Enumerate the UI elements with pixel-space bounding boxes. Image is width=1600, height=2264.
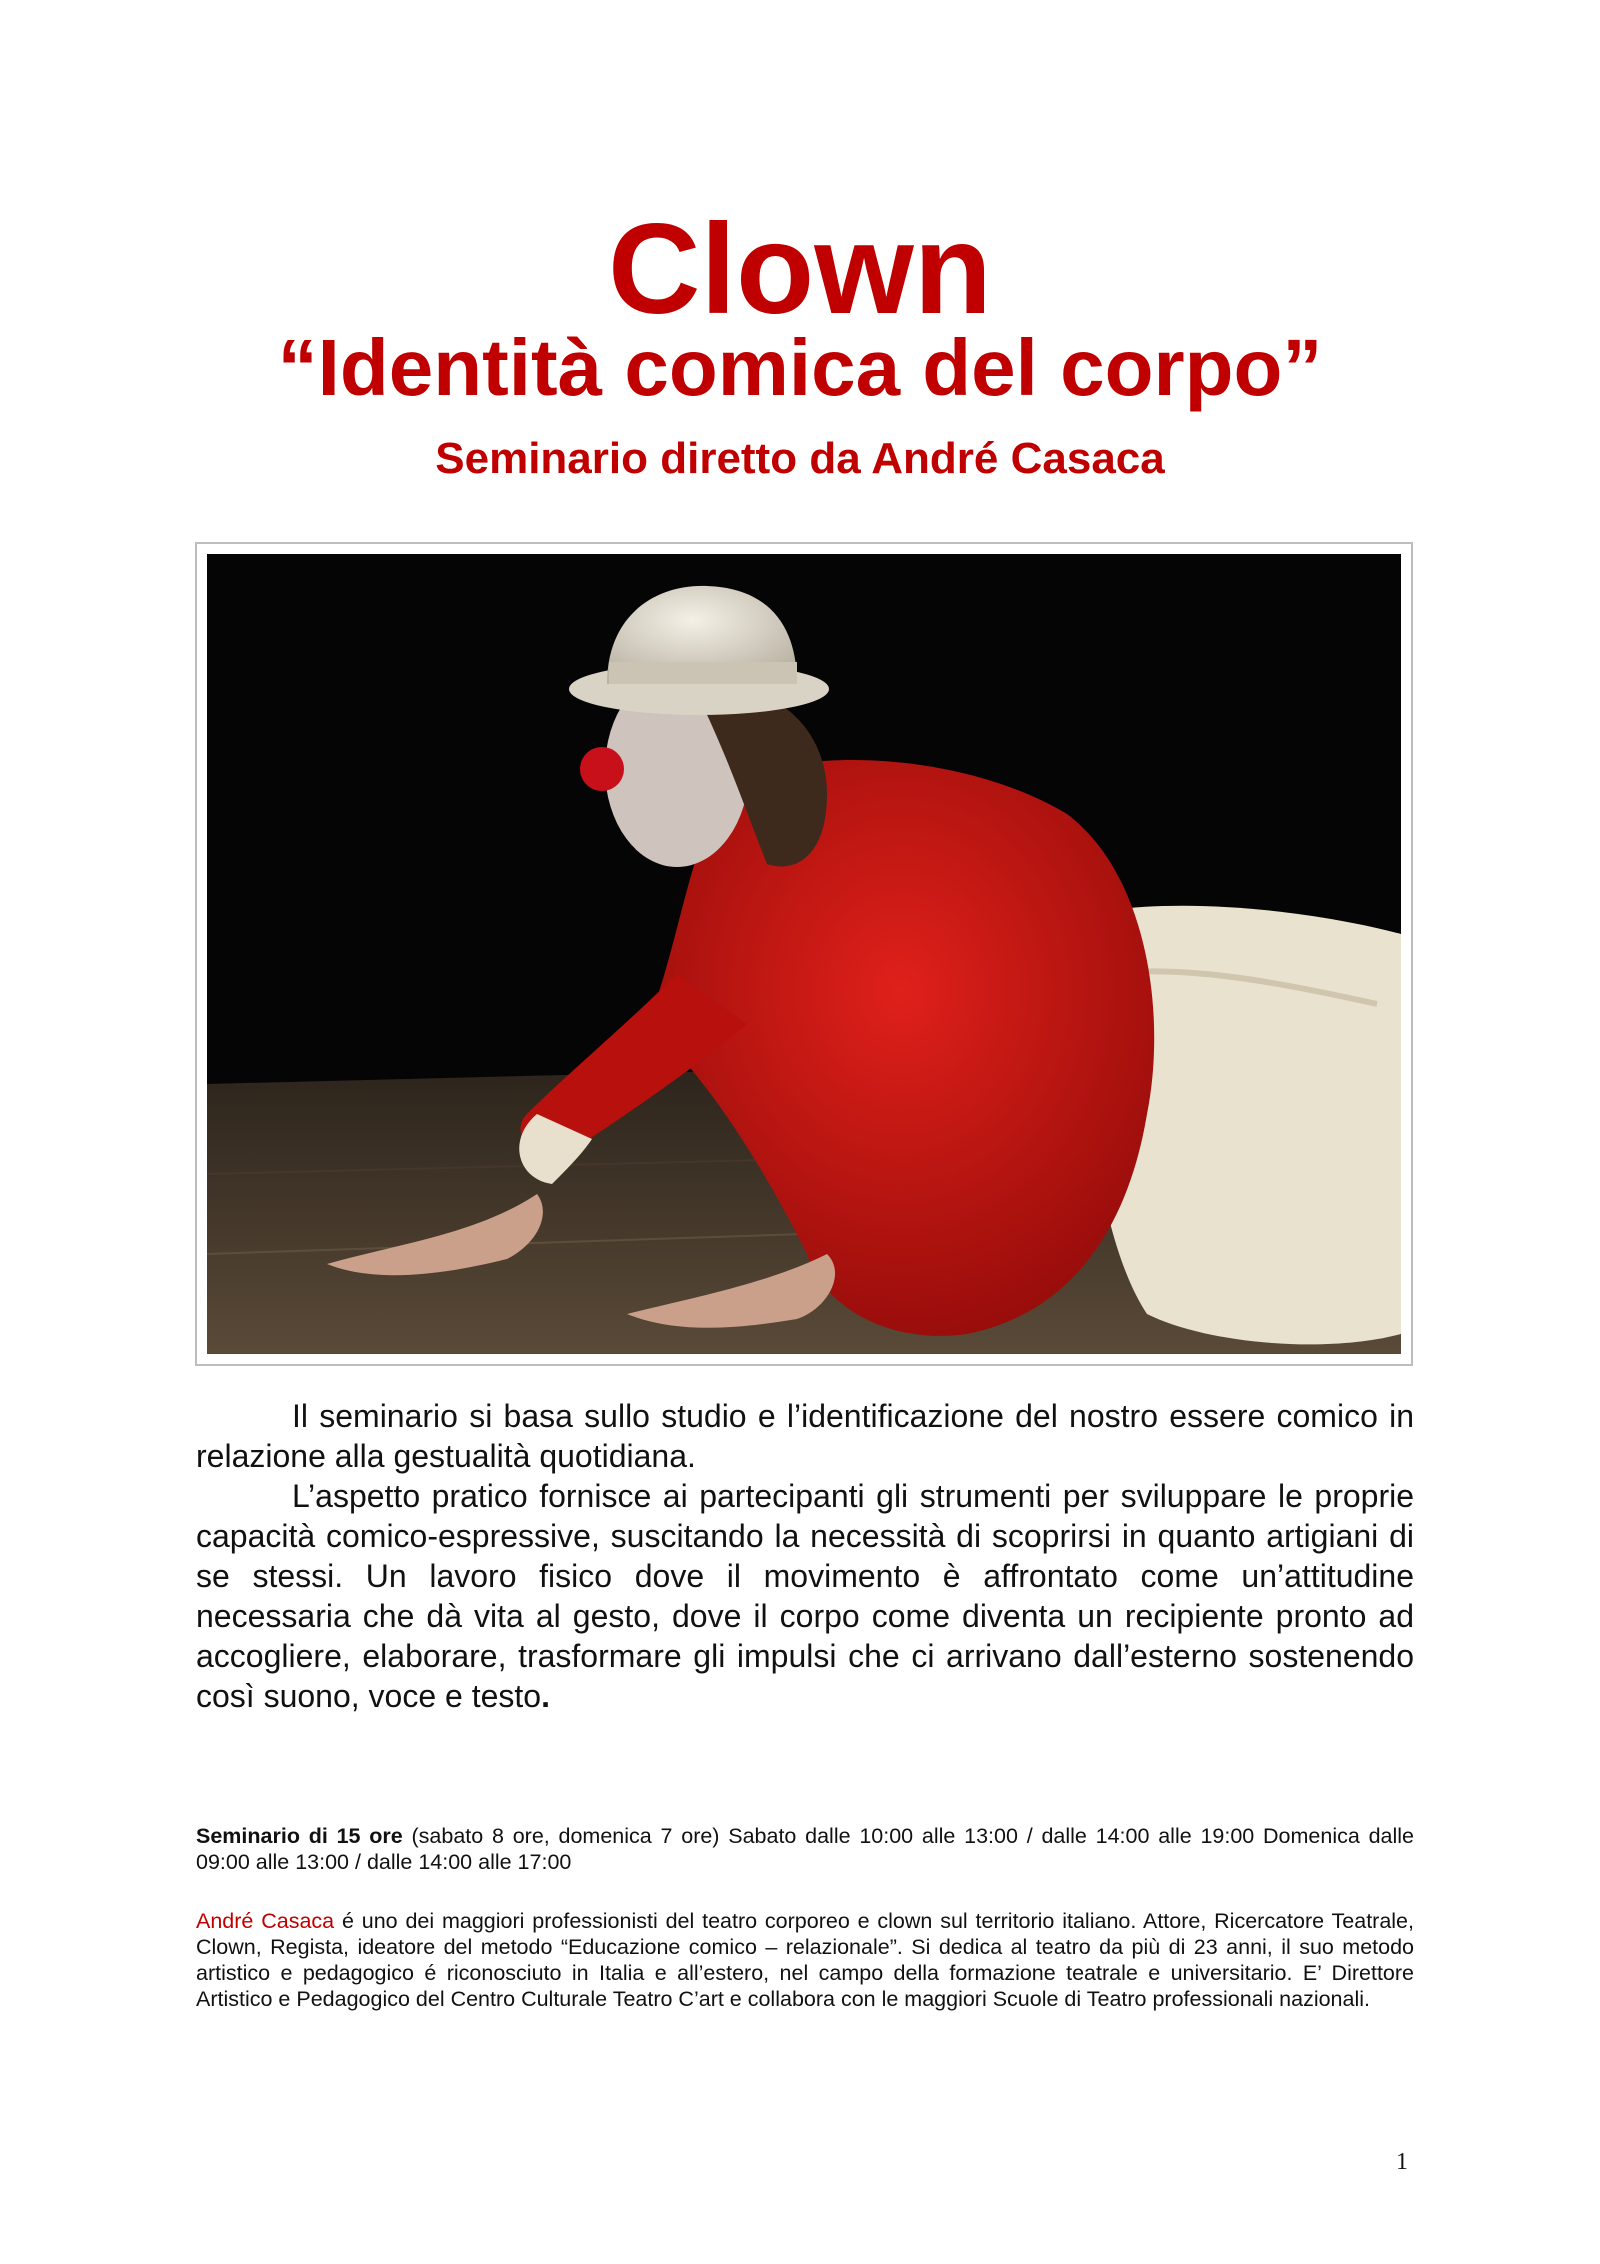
document-byline: Seminario diretto da André Casaca: [435, 434, 1165, 483]
clown-photo: [207, 554, 1401, 1354]
description-paragraph: Il seminario si basa sullo studio e l’identificazione del nostro essere comico in relazione alla gestualità quotidiana.: [196, 1398, 1414, 1474]
instructor-name: André Casaca: [196, 1909, 335, 1933]
schedule-label: Seminario di 15 ore: [196, 1824, 403, 1848]
description-end-mark: .: [541, 1678, 550, 1714]
description-text: L’aspetto pratico fornisce ai partecipanti gli strumenti per sviluppare le proprie capacità comico-espressive, suscitando la necessità di scoprirsi in quanto artigiani di se stessi. Un lavoro fisico dove il movimento è affrontato come un’attitudine necessaria che dà vita al gesto, dove il corpo come diventa un recipiente pronto ad accogliere, elaborare, trasformare gli impulsi che ci arrivano dall’esterno sostenendo così suono, voce e testo: [196, 1478, 1414, 1714]
description-paragraph: [196, 1476, 1414, 1716]
document-subtitle: “Identità comica del corpo”: [277, 323, 1323, 412]
seminar-description: [196, 1396, 1414, 1716]
page-number: 1: [1396, 2149, 1408, 2175]
document-title: Clown: [608, 198, 992, 341]
schedule-details: (sabato 8 ore, domenica 7 ore) Sabato dalle 10:00 alle 13:00 / dalle 14:00 alle 19:00 Domenica dalle 09:00 alle 13:00 / dalle 14:00 alle 17:00: [196, 1824, 1414, 1874]
instructor-bio-text: é uno dei maggiori professionisti del teatro corporeo e clown sul territorio italiano. Attore, Ricercatore Teatrale, Clown, Regista, ideatore del metodo “Educazione comico – relazionale”. Si dedica al teatro da più di 23 anni, il suo metodo artistico e pedagogico é riconosciuto in Italia e all’estero, nel campo della formazione teatrale e universitario. E’ Direttore Artistico e Pedagogico del Centro Culturale Teatro C’art e collabora con le maggiori Scuole di Teatro professionali nazionali.: [196, 1909, 1414, 2011]
schedule-info: [196, 1823, 1414, 1875]
instructor-bio: [196, 1908, 1414, 2012]
clown-photo-frame: [195, 542, 1413, 1366]
